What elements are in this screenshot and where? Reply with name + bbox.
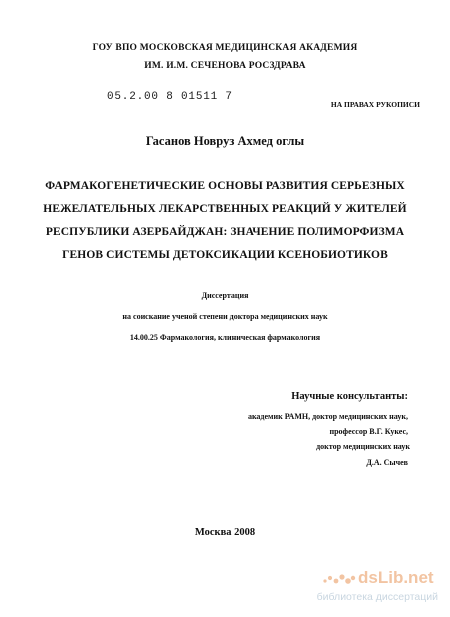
title-line-3: РЕСПУБЛИКИ АЗЕРБАЙДЖАН: ЗНАЧЕНИЕ ПОЛИМОРФИЗМА [45,226,405,238]
title-line-4: ГЕНОВ СИСТЕМЫ ДЕТОКСИКАЦИИ КСЕНОБИОТИКОВ [62,249,388,261]
institution-line-2: ИМ. И.М. СЕЧЕНОВА РОСЗДРАВА [144,61,306,71]
manuscript-rights-note: НА ПРАВАХ РУКОПИСИ [330,100,420,109]
advisor-line-2: профессор В.Г. Кукес, [329,427,408,436]
degree-line: на соискание ученой степени доктора медицинских наук [122,312,328,321]
institution-line-1: ГОУ ВПО МОСКОВСКАЯ МЕДИЦИНСКАЯ АКАДЕМИЯ [92,43,358,53]
title-line-1: ФАРМАКОГЕНЕТИЧЕСКИЕ ОСНОВЫ РАЗВИТИЯ СЕРЬЕЗНЫХ [45,180,405,192]
title-line-2: НЕЖЕЛАТЕЛЬНЫХ ЛЕКАРСТВЕННЫХ РЕАКЦИЙ У ЖИТЕЛЕЙ [43,203,407,215]
library-stamp-number: 05.2.00 8 01511 7 [107,91,233,103]
city-year: Москва 2008 [194,527,256,538]
advisor-line-1: академик РАМН, доктор медицинских наук, [247,412,408,421]
dslib-watermark [316,568,442,608]
dots-logo-icon [322,572,356,588]
author-name: Гасанов Новруз Ахмед оглы [145,134,305,148]
specialty-line: 14.00.25 Фармакология, клиническая фармакология [129,333,321,342]
advisor-line-3: доктор медицинских наук [316,442,410,451]
dissertation-label: Диссертация [201,291,249,300]
watermark-subtitle: библиотека диссертаций [316,591,438,603]
advisor-line-4: Д.А. Сычев [366,458,408,467]
advisors-heading: Научные консультанты: [291,391,408,402]
watermark-brand: dsLib.net [358,568,434,587]
